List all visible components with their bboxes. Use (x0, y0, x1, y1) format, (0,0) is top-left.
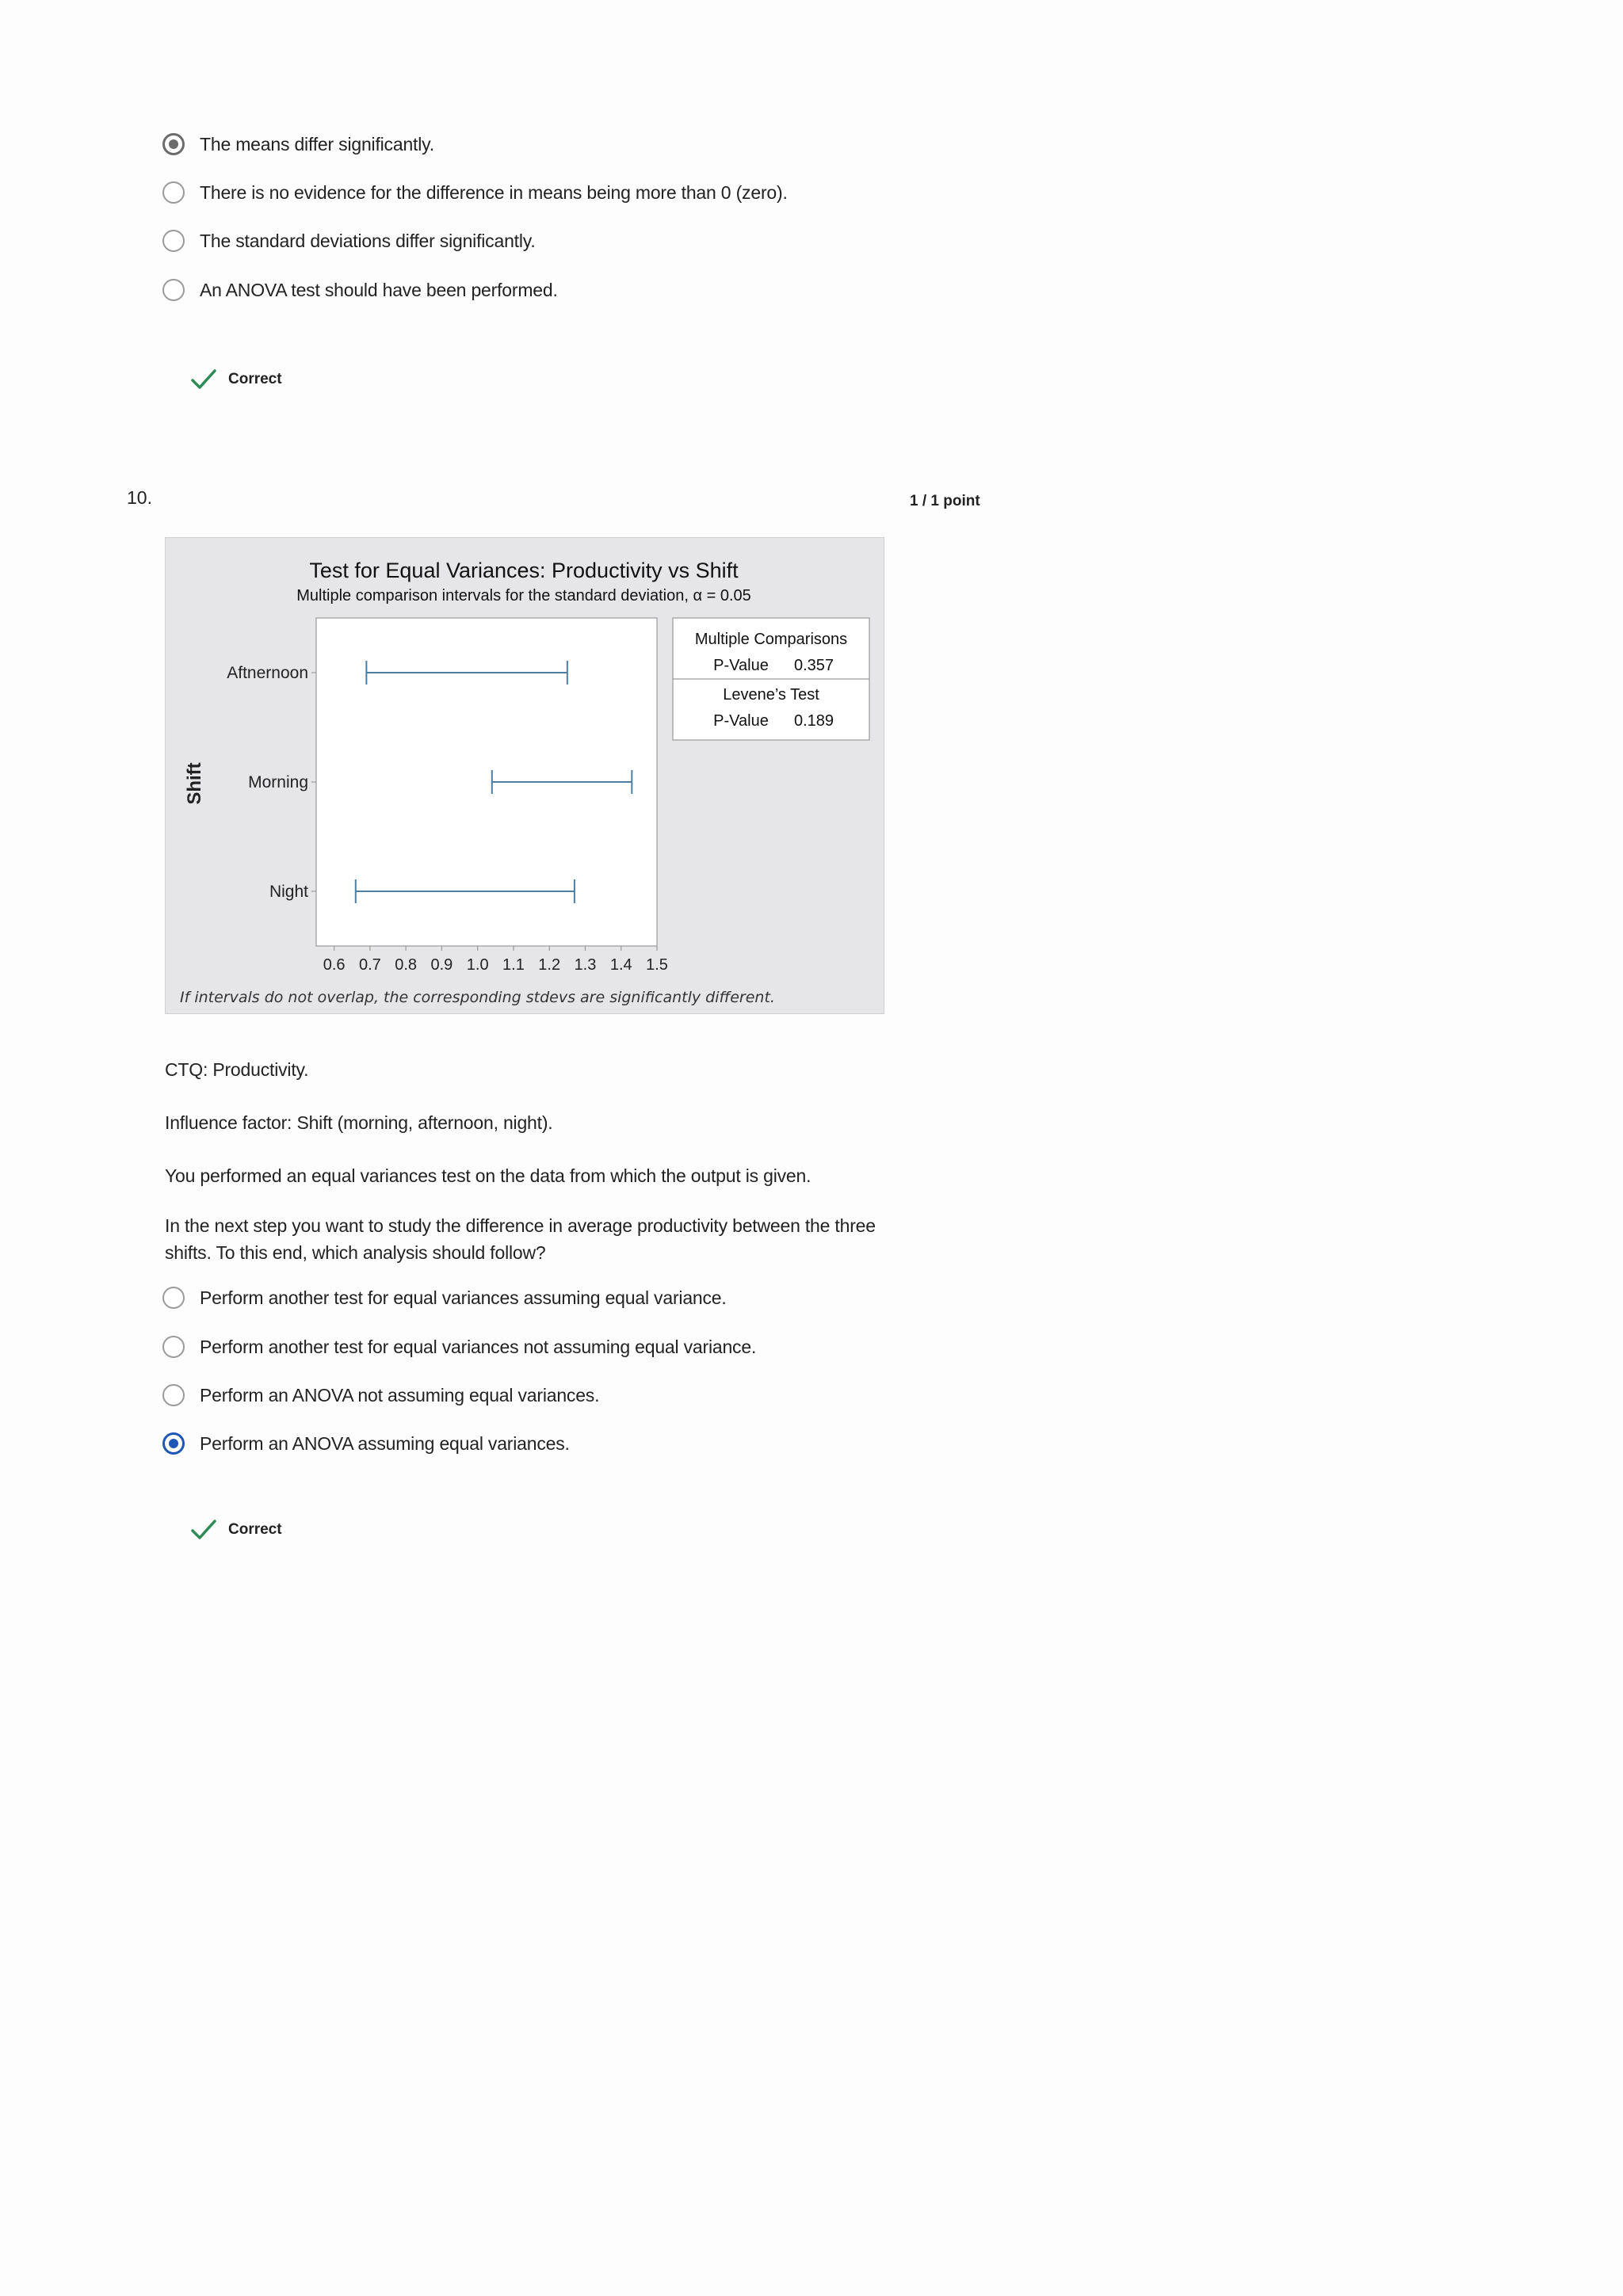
option-label: Perform an ANOVA not assuming equal variances. (200, 1384, 600, 1405)
category-label: Aftnernoon (227, 664, 308, 682)
question-text-ctq: CTQ: Productivity. (165, 1059, 309, 1080)
category-label: Morning (248, 773, 308, 791)
option-label: The standard deviations differ significantly. (200, 230, 536, 251)
q9-option-1[interactable] (162, 133, 434, 155)
x-tick-label: 1.3 (574, 956, 597, 974)
chart-subtitle: Multiple comparison intervals for the standard deviation, α = 0.05 (296, 587, 751, 605)
q9-option-2[interactable] (162, 181, 788, 204)
q10-option-4[interactable] (162, 1432, 570, 1455)
radio-unselected[interactable] (162, 1384, 185, 1406)
question-number: 10. (127, 487, 152, 508)
legend-levene-label: P-Value (713, 712, 769, 730)
option-label: The means differ significantly. (200, 133, 434, 154)
legend-mc-label: P-Value (713, 657, 769, 674)
legend-mc-value: 0.357 (793, 657, 834, 674)
radio-selected[interactable] (162, 1432, 185, 1455)
feedback-text: Correct (228, 371, 282, 387)
chart-title: Test for Equal Variances: Productivity vs Shift (309, 559, 739, 582)
option-label: Perform an ANOVA assuming equal variances. (200, 1432, 570, 1454)
question-text-test: You performed an equal variances test on the data from which the output is given. (165, 1165, 812, 1186)
question-prompt: In the next step you want to study the difference in average productivity between the three shifts. To this end, which analysis should follow? (165, 1215, 876, 1263)
radio-unselected[interactable] (162, 181, 185, 204)
option-label: There is no evidence for the difference in means being more than 0 (zero). (200, 181, 788, 203)
y-axis-label: Shift (184, 762, 205, 805)
q10-option-1[interactable] (162, 1287, 727, 1309)
legend-mc-title: Multiple Comparisons (694, 631, 848, 648)
radio-unselected[interactable] (162, 279, 185, 301)
chart-canvas (166, 538, 885, 1015)
q10-feedback (190, 1519, 282, 1541)
radio-unselected[interactable] (162, 1336, 185, 1358)
x-tick-label: 1.0 (466, 956, 489, 974)
x-tick-label: 1.2 (538, 956, 561, 974)
option-label: An ANOVA test should have been performed. (200, 279, 558, 300)
radio-selected[interactable] (162, 133, 185, 155)
legend-levene-value: 0.189 (793, 712, 834, 730)
x-tick-label: 1.5 (646, 956, 668, 974)
q9-feedback (190, 368, 282, 391)
checkmark-icon (190, 1519, 217, 1541)
radio-unselected[interactable] (162, 1287, 185, 1309)
feedback-text: Correct (228, 1521, 282, 1538)
question-text-factor: Influence factor: Shift (morning, afternoon, night). (165, 1112, 553, 1133)
x-tick-label: 1.1 (502, 956, 525, 974)
equal-variances-chart (165, 537, 884, 1014)
x-tick-label: 0.7 (358, 956, 381, 974)
x-tick-label: 0.8 (395, 956, 418, 974)
q9-option-4[interactable] (162, 279, 558, 301)
x-tick-label: 0.6 (323, 956, 346, 974)
category-label: Night (269, 883, 308, 901)
checkmark-icon (190, 368, 217, 391)
q10-option-3[interactable] (162, 1384, 599, 1406)
radio-unselected[interactable] (162, 230, 185, 252)
chart-footnote: If intervals do not overlap, the corresponding stdevs are significantly different. (180, 989, 775, 1006)
q10-option-2[interactable] (162, 1336, 756, 1358)
legend-levene-title: Levene’s Test (723, 686, 819, 704)
option-label: Perform another test for equal variances not assuming equal variance. (200, 1336, 757, 1357)
question-points: 1 / 1 point (910, 493, 980, 509)
option-label: Perform another test for equal variances assuming equal variance. (200, 1287, 727, 1308)
q9-option-3[interactable] (162, 230, 536, 252)
x-tick-label: 0.9 (430, 956, 453, 974)
x-tick-label: 1.4 (609, 956, 632, 974)
